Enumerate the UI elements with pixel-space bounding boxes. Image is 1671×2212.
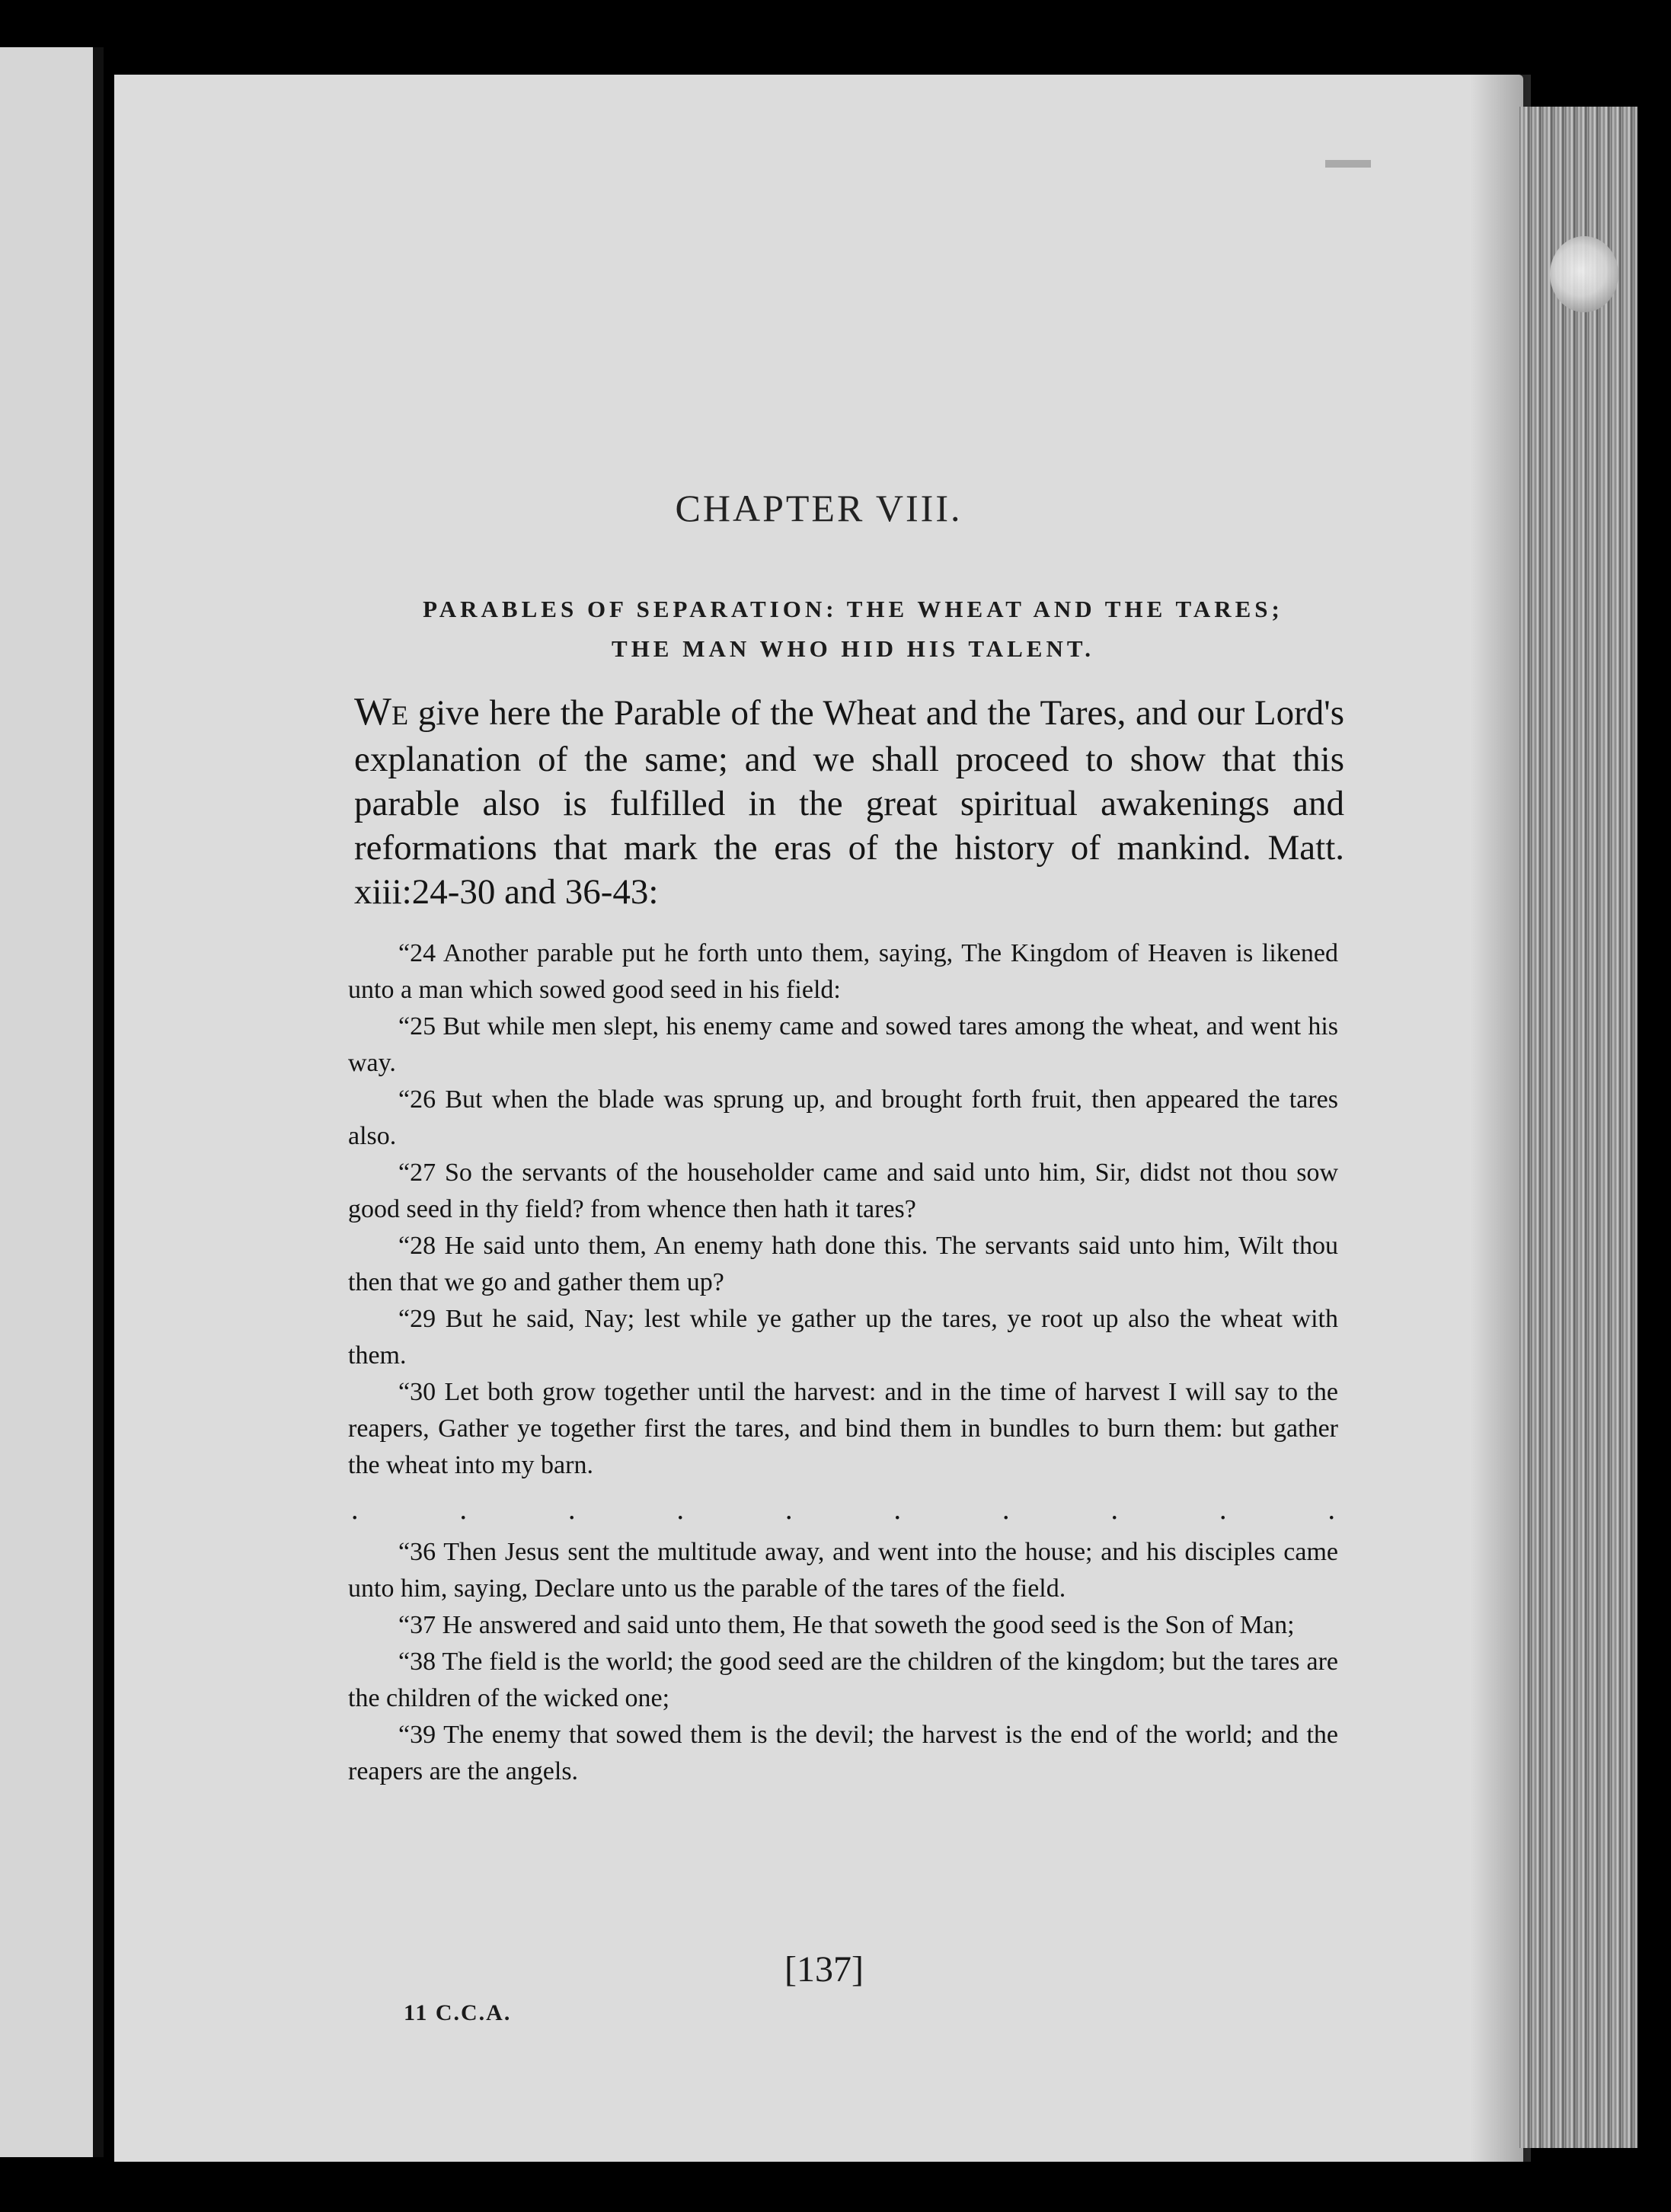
ellipsis-dot: . <box>1328 1494 1335 1526</box>
ellipsis-dot: . <box>893 1494 901 1526</box>
intro-dropcap-rest: E <box>391 700 409 730</box>
verse-25: “25 But while men slept, his enemy came and sowed tares among the wheat, and went his way. <box>348 1012 1338 1077</box>
scripture-verses <box>348 935 1338 1790</box>
left-page-leaf <box>0 47 104 2157</box>
verse-29: “29 But he said, Nay; lest while ye gather up the tares, ye root up also the wheat with them. <box>348 1305 1338 1370</box>
signature-mark: 11 C.C.A. <box>404 2000 512 2025</box>
verse-39: “39 The enemy that sowed them is the devil; the harvest is the end of the world; and the reapers are the angels. <box>348 1721 1338 1785</box>
ellipsis-row <box>348 1487 1338 1533</box>
ellipsis-dot: . <box>1002 1494 1010 1526</box>
verse-28: “28 He said unto them, An enemy hath done this. The servants said unto him, Wilt thou then that we go and gather them up? <box>348 1232 1338 1296</box>
verse-27: “27 So the servants of the householder came and said unto him, Sir, didst not thou sow good seed in thy field? from whence then hath it tares? <box>348 1159 1338 1223</box>
intro-paragraph <box>354 690 1344 914</box>
chapter-title: CHAPTER VIII. <box>675 487 963 529</box>
verse-26: “26 But when the blade was sprung up, and brought forth fruit, then appeared the tares also. <box>348 1085 1338 1150</box>
verse-30: “30 Let both grow together until the harvest: and in the time of harvest I will say to the reapers, Gather ye together first the tares, and bind them in bundles to burn them: but gather the wheat into my barn. <box>348 1378 1338 1479</box>
verse-38: “38 The field is the world; the good seed are the children of the kingdom; but the tares are the children of the wicked one; <box>348 1648 1338 1712</box>
ellipsis-dot: . <box>568 1494 576 1526</box>
library-stamp-icon <box>1550 236 1618 312</box>
book-page <box>114 75 1523 2162</box>
ellipsis-dot: . <box>1110 1494 1118 1526</box>
intro-dropcap: W <box>354 690 392 734</box>
page-number: [137] <box>784 1949 864 1990</box>
ellipsis-dot: . <box>351 1494 359 1526</box>
ellipsis-dot: . <box>676 1494 684 1526</box>
page-stack-edge <box>1519 107 1637 2148</box>
verse-37: “37 He answered and said unto them, He that soweth the good seed is the Son of Man; <box>398 1611 1295 1639</box>
ellipsis-dot: . <box>459 1494 467 1526</box>
ellipsis-dot: . <box>785 1494 793 1526</box>
verse-36: “36 Then Jesus sent the multitude away, and went into the house; and his disciples came unto him, saying, Declare unto us the parable of the tares of the field. <box>348 1538 1338 1603</box>
verse-24: “24 Another parable put he forth unto them, saying, The Kingdom of Heaven is likened unto a man which sowed good seed in his field: <box>348 939 1338 1004</box>
subtitle-line-1: PARABLES OF SEPARATION: THE WHEAT AND THE TARES; <box>423 596 1283 622</box>
intro-text: give here the Parable of the Wheat and the Tares, and our Lord's explanation of the same; and we shall proceed to show that this parable also is fulfilled in the great spiritual awakenings and reformations that mark the eras of the history of mankind. Matt. xiii:24-30 and 36-43: <box>354 693 1344 912</box>
ellipsis-dot: . <box>1219 1494 1227 1526</box>
subtitle-line-2: THE MAN WHO HID HIS TALENT. <box>612 635 1094 662</box>
scan-artifact <box>1325 160 1371 168</box>
